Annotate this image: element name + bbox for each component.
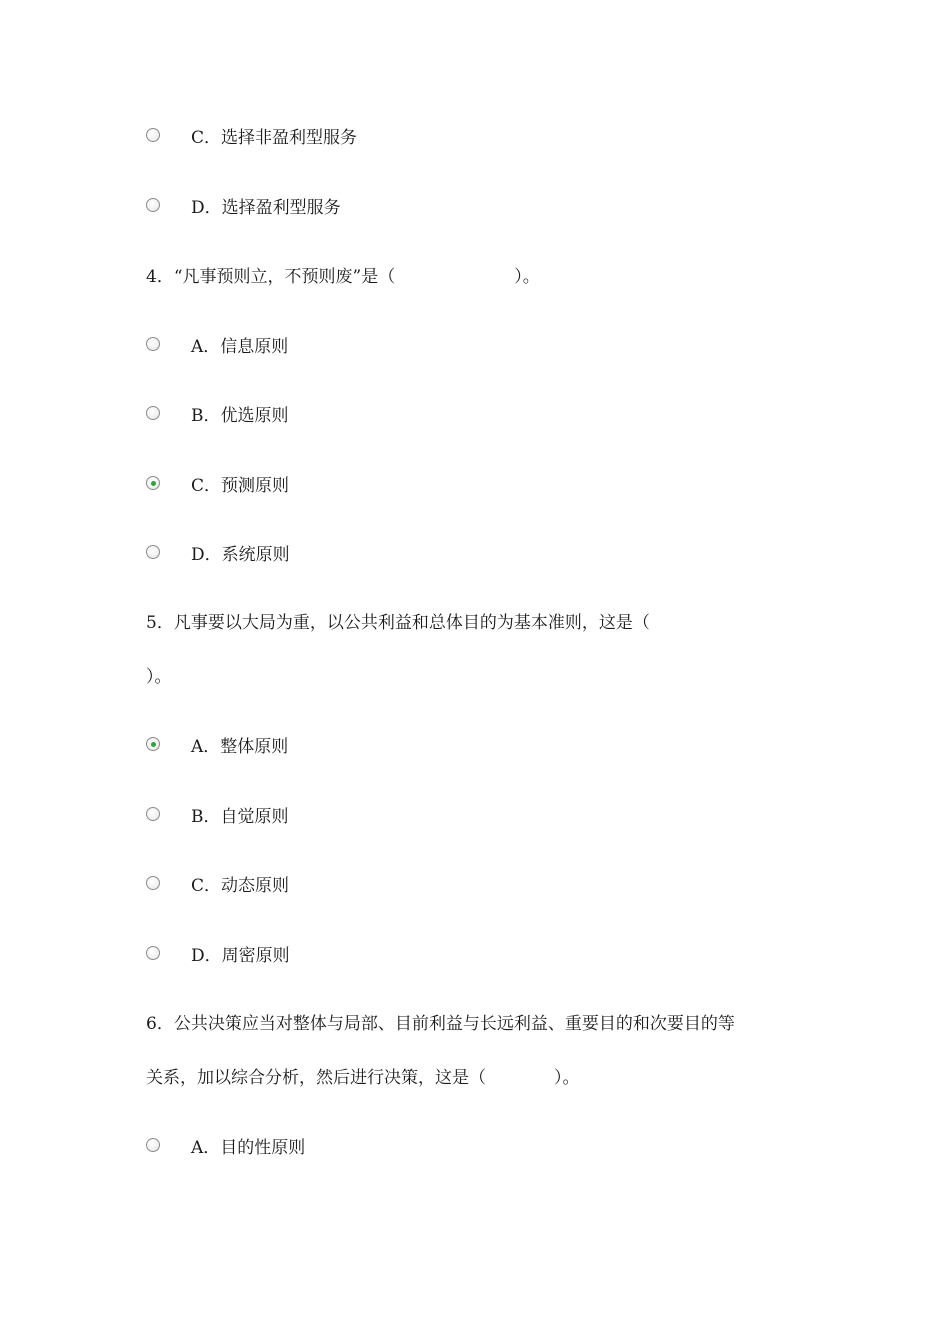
radio-button[interactable] [146, 128, 160, 142]
radio-button[interactable] [146, 1138, 160, 1152]
option-label: A．目的性原则 [191, 1138, 306, 1158]
radio-button-checked[interactable] [146, 476, 160, 490]
radio-button[interactable] [146, 337, 160, 351]
option-label: C．预测原则 [191, 476, 290, 496]
option-label: D．选择盈利型服务 [191, 198, 341, 218]
question-4-text: 4．“凡事预则立，不预则废”是（ ）。 [146, 267, 540, 287]
option-label: B．优选原则 [191, 406, 289, 426]
question-6-text-line1: 6．公共决策应当对整体与局部、目前利益与长远利益、重要目的和次要目的等 [146, 1014, 735, 1034]
option-label: A．整体原则 [191, 737, 289, 757]
option-label: D．系统原则 [191, 545, 290, 565]
radio-button[interactable] [146, 807, 160, 821]
radio-button[interactable] [146, 946, 160, 960]
option-label: A．信息原则 [191, 337, 289, 357]
option-label: C．选择非盈利型服务 [191, 128, 358, 148]
radio-button[interactable] [146, 545, 160, 559]
option-label: D．周密原则 [191, 946, 290, 966]
question-6-text-line2: 关系，加以综合分析，然后进行决策，这是（ ）。 [146, 1068, 580, 1088]
radio-button-checked[interactable] [146, 737, 160, 751]
option-label: B．自觉原则 [191, 807, 289, 827]
radio-button[interactable] [146, 198, 160, 212]
option-label: C．动态原则 [191, 876, 290, 896]
radio-button[interactable] [146, 876, 160, 890]
radio-button[interactable] [146, 406, 160, 420]
question-5-text-line1: 5．凡事要以大局为重，以公共利益和总体目的为基本准则，这是（ [146, 613, 650, 633]
question-5-text-line2: ）。 [146, 667, 172, 687]
